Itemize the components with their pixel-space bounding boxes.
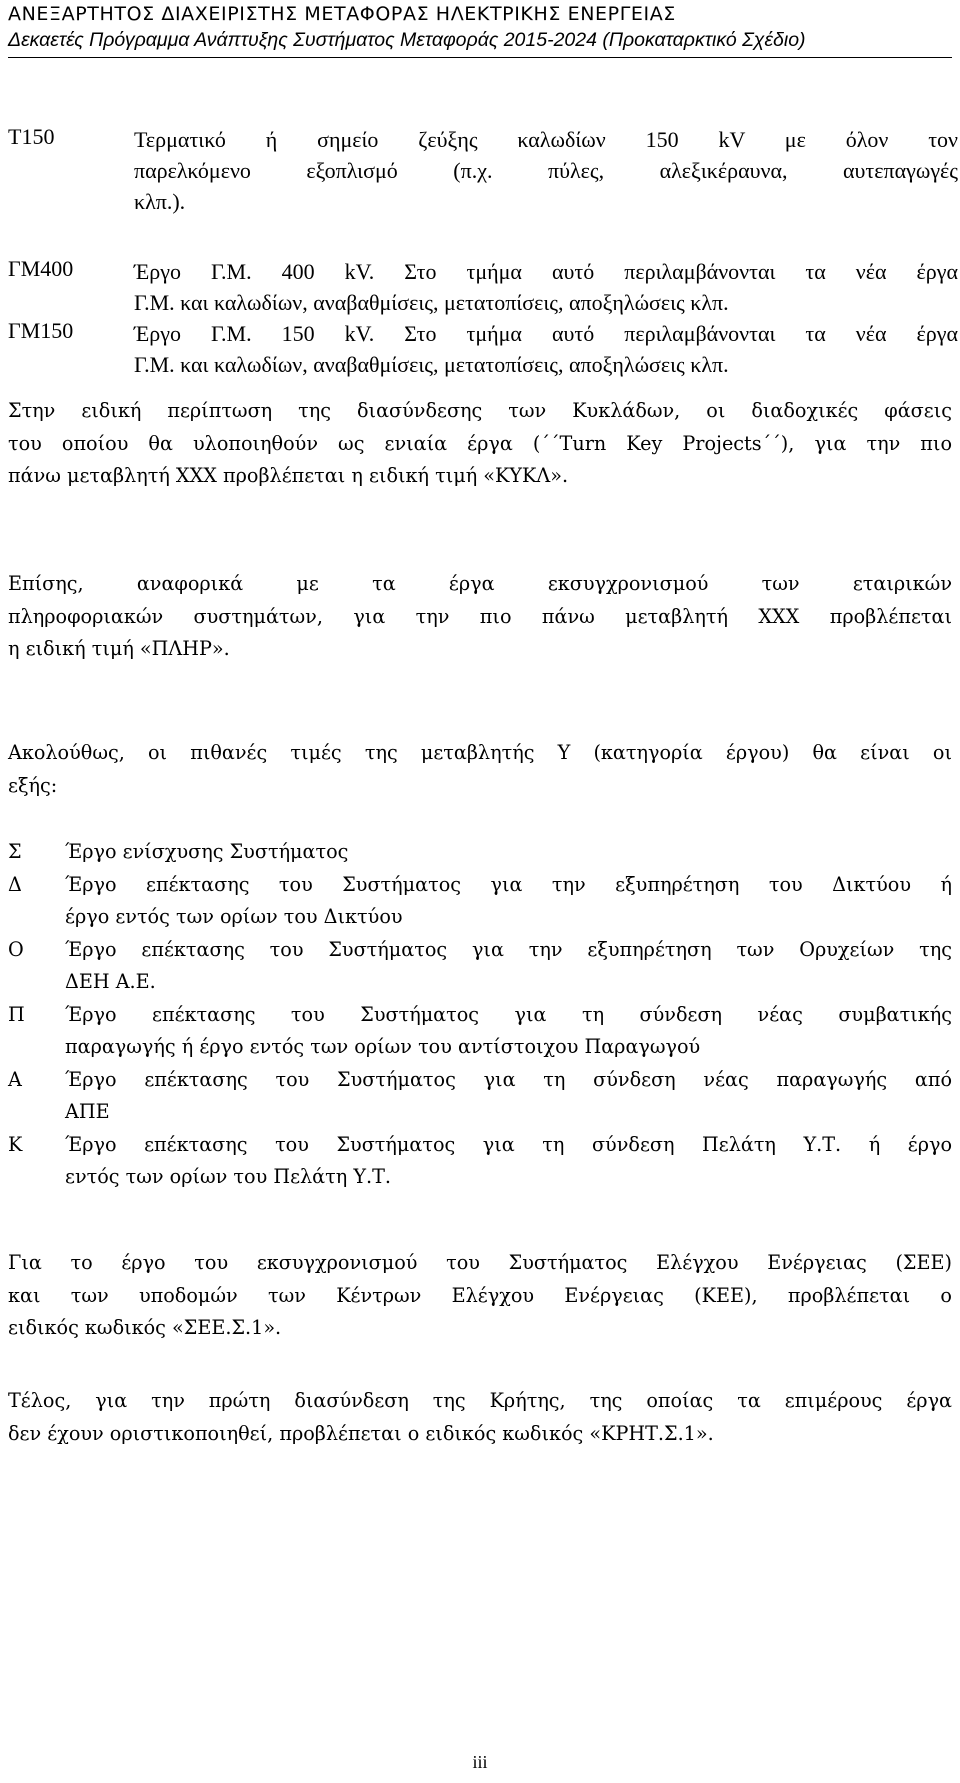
abbreviation-code: Τ150	[8, 124, 55, 149]
category-item	[8, 1064, 952, 1129]
category-description	[65, 1129, 952, 1194]
category-line: Έργο επέκτασης του Συστήματος για την εξυπηρέτηση του Δικτύου ή	[65, 872, 952, 896]
paragraph-line: του οποίου θα υλοποιηθούν ως ενιαία έργα (΄΄Turn Key Projects΄΄), για την πιο	[8, 431, 952, 455]
project-category-list	[8, 836, 952, 1194]
category-line: παραγωγής ή έργο εντός των ορίων του αντίστοιχου Παραγωγού	[65, 1035, 701, 1058]
category-description	[65, 1064, 952, 1129]
category-line: Έργο επέκτασης του Συστήματος για την εξυπηρέτηση των Ορυχείων της	[65, 937, 952, 961]
category-letter: Α	[8, 1067, 22, 1091]
category-line: ΔΕΗ Α.Ε.	[65, 970, 156, 993]
category-line: Έργο επέκτασης του Συστήματος για τη σύνδεση Πελάτη Υ.Τ. ή έργο	[65, 1132, 952, 1156]
category-description	[65, 999, 952, 1064]
abbreviation-t150	[8, 124, 958, 217]
paragraph-line: Για το έργο του εκσυγχρονισμού του Συστήματος Ελέγχου Ενέργειας (ΣΕΕ)	[8, 1251, 952, 1274]
category-item	[8, 836, 952, 869]
abbreviation-code: ΓΜ150	[8, 318, 74, 343]
category-line: έργο εντός των ορίων του Δικτύου	[65, 905, 403, 928]
definition-line: κλπ.).	[134, 189, 186, 214]
definition-line: Γ.Μ. και καλωδίων, αναβαθμίσεις, μετατοπίσεις, αποξηλώσεις κλπ.	[134, 352, 729, 377]
category-description	[65, 869, 952, 934]
definition-line: Γ.Μ. και καλωδίων, αναβαθμίσεις, μετατοπίσεις, αποξηλώσεις κλπ.	[134, 290, 729, 315]
paragraph-categories-intro	[8, 737, 952, 802]
document-title: Δεκαετές Πρόγραμμα Ανάπτυξης Συστήματος Μεταφοράς 2015-2024 (Προκαταρκτικό Σχέδιο)	[8, 29, 806, 51]
category-line: εντός των ορίων του Πελάτη Υ.Τ.	[65, 1165, 392, 1188]
category-item	[8, 999, 952, 1064]
definition-line: Τερματικό ή σημείο ζεύξης καλωδίων 150 kV με όλον τον	[134, 127, 958, 152]
category-description	[65, 934, 952, 999]
paragraph-it-systems	[8, 568, 952, 666]
page-number: iii	[472, 1752, 488, 1772]
category-line: ΑΠΕ	[65, 1100, 110, 1123]
abbreviation-code: ΓΜ400	[8, 256, 74, 281]
paragraph-line: πληροφοριακών συστημάτων, για την πιο πάνω μεταβλητή ΧΧΧ προβλέπεται	[8, 604, 952, 628]
category-line: Έργο επέκτασης του Συστήματος για τη σύνδεση νέας παραγωγής από	[65, 1067, 952, 1091]
category-line: Έργο επέκτασης του Συστήματος για τη σύνδεση νέας συμβατικής	[65, 1002, 952, 1026]
paragraph-line: Επίσης, αναφορικά με τα έργα εκσυγχρονισμού των εταιρικών	[8, 572, 952, 595]
paragraph-cyclades	[8, 395, 952, 493]
definition-line: Έργο Γ.Μ. 400 kV. Στο τμήμα αυτό περιλαμβάνονται τα νέα έργα	[134, 259, 958, 284]
paragraph-line: και των υποδομών των Κέντρων Ελέγχου Ενέργειας (ΚΕΕ), προβλέπεται ο	[8, 1283, 952, 1307]
category-letter: Ο	[8, 937, 24, 961]
category-letter: Δ	[8, 872, 22, 896]
category-item	[8, 869, 952, 934]
category-letter: Σ	[8, 840, 22, 863]
paragraph-line: Ακολούθως, οι πιθανές τιμές της μεταβλητής Υ (κατηγορία έργου) θα είναι οι	[8, 741, 952, 764]
organization-name: ΑΝΕΞΑΡΤΗΤΟΣ ΔΙΑΧΕΙΡΙΣΤΗΣ ΜΕΤΑΦΟΡΑΣ ΗΛΕΚΤΡΙΚΗΣ ΕΝΕΡΓΕΙΑΣ	[8, 3, 676, 25]
paragraph-energy-control-system	[8, 1247, 952, 1345]
abbreviation-definition	[134, 318, 958, 380]
paragraph-line: δεν έχουν οριστικοποιηθεί, προβλέπεται ο ειδικός κωδικός «ΚΡΗΤ.Σ.1».	[8, 1421, 714, 1445]
category-letter: Π	[8, 1002, 25, 1026]
definition-line: Έργο Γ.Μ. 150 kV. Στο τμήμα αυτό περιλαμβάνονται τα νέα έργα	[134, 321, 958, 346]
definition-line: παρελκόμενο εξοπλισμό (π.χ. πύλες, αλεξικέραυνα, αυτεπαγωγές	[134, 158, 958, 183]
category-letter: Κ	[8, 1132, 23, 1156]
category-item	[8, 1129, 952, 1194]
abbreviation-gm400	[8, 256, 958, 318]
paragraph-line: Τέλος, για την πρώτη διασύνδεση της Κρήτης, της οποίας τα επιμέρους έργα	[8, 1389, 952, 1412]
header-divider	[8, 57, 952, 58]
category-item	[8, 934, 952, 999]
paragraph-crete	[8, 1385, 952, 1450]
paragraph-line: πάνω μεταβλητή ΧΧΧ προβλέπεται η ειδική τιμή «ΚΥΚΛ».	[8, 464, 569, 487]
paragraph-line: εξής:	[8, 773, 58, 797]
category-line: Έργο ενίσχυσης Συστήματος	[65, 840, 349, 863]
paragraph-line: ειδικός κωδικός «ΣΕΕ.Σ.1».	[8, 1316, 282, 1339]
category-description	[65, 836, 952, 869]
abbreviation-definition	[134, 124, 958, 217]
paragraph-line: Στην ειδική περίπτωση της διασύνδεσης των Κυκλάδων, οι διαδοχικές φάσεις	[8, 399, 952, 422]
abbreviation-gm150	[8, 318, 958, 380]
paragraph-line: η ειδική τιμή «ΠΛΗΡ».	[8, 637, 230, 660]
abbreviation-definition	[134, 256, 958, 318]
page-header	[8, 0, 952, 58]
